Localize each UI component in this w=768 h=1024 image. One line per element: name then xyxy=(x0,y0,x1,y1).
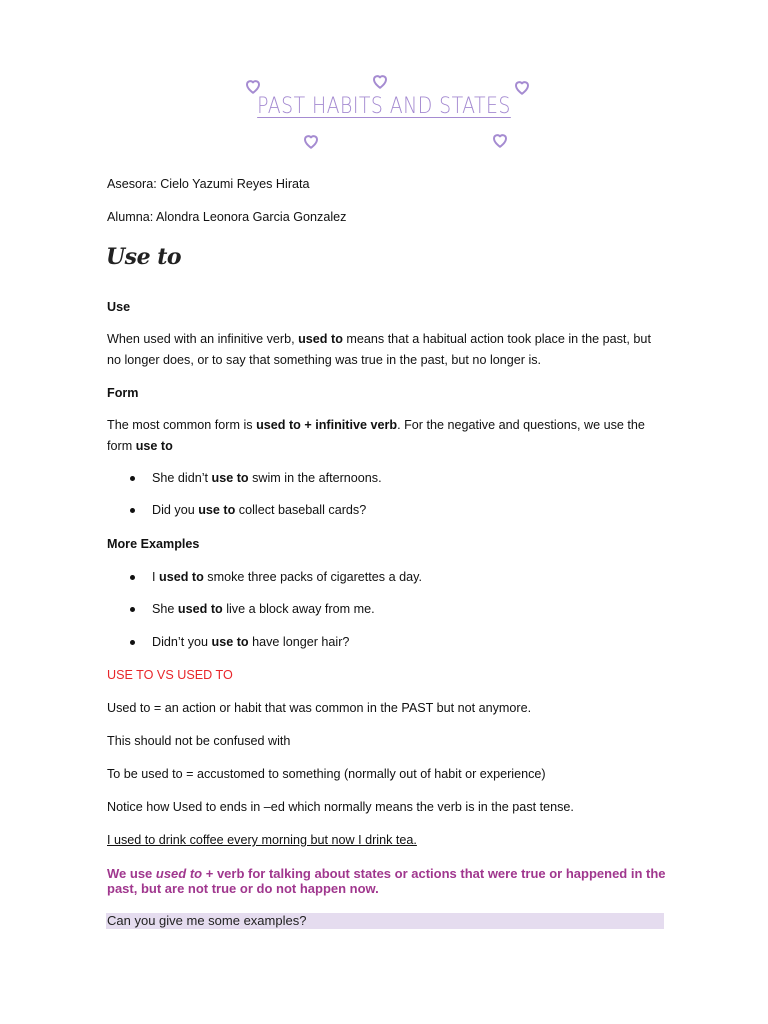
notice-line: Notice how Used to ends in –ed which normally means the verb is in the past tense. xyxy=(107,800,574,814)
used-to-line: Used to = an action or habit that was common in the PAST but not anymore. xyxy=(107,701,532,715)
use-label: Use xyxy=(107,300,131,314)
more-examples-label: More Examples xyxy=(107,537,200,551)
advisor-line: Asesora: Cielo Yazumi Reyes Hirata xyxy=(107,177,310,191)
bullet-icon xyxy=(130,640,135,645)
example-sentence: I used to drink coffee every morning but now I drink tea. xyxy=(107,833,417,847)
heart-icon xyxy=(371,72,389,90)
question-line: Can you give me some examples? xyxy=(106,913,664,929)
document-title: PAST HABITS AND STATES xyxy=(257,94,511,119)
purple-note: We use used to + verb for talking about states or actions that were true or happened in the past, but are not true or do not happen now. xyxy=(107,866,666,896)
student-line: Alumna: Alondra Leonora Garcia Gonzalez xyxy=(107,210,347,224)
document-page: PAST HABITS AND STATES Asesora: Cielo Yazumi Reyes Hirata Alumna: Alondra Leonora Garcia Gonzalez Use to Use When used with an infinitive verb, used to means that a habitual action took place in the past, but no longer does, or to say that something was true in the past, but no longer is. Form The most common form is used to + infinitive verb. For the negative and questions, we use the form use to She didn’t use to swim in the afternoons. Did you use to collect baseball cards? More Examples I used to smoke three packs of cigarettes a day. She used to live a block away from me. Didn’t you use to have longer hair? USE TO VS USED TO Used to = an action or habit that was common in the PAST but not anymore. This should not be confused with To be used to = accustomed to something (normally out of habit or experience) Notice how Used to ends in –ed which normally means the verb is in the past tense. I used to drink coffee every morning but now I drink tea. We use used to + verb for talking about states or actions that were true or happened in the past, but are not true or do not happen now. Can you give me some examples? xyxy=(0,0,768,1024)
section-heading: Use to xyxy=(106,244,182,270)
heart-icon xyxy=(513,78,531,96)
comparison-heading: USE TO VS USED TO xyxy=(107,668,233,682)
heart-icon xyxy=(244,77,262,95)
bullet-icon xyxy=(130,508,135,513)
heart-icon xyxy=(491,131,509,149)
bullet-icon xyxy=(130,575,135,580)
to-be-used-line: To be used to = accustomed to something (normally out of habit or experience) xyxy=(107,767,546,781)
confused-line: This should not be confused with xyxy=(107,734,291,748)
form-label: Form xyxy=(107,386,139,400)
form-paragraph: The most common form is used to + infinitive verb. For the negative and questions, we use the form use to xyxy=(107,418,645,453)
bullet-icon xyxy=(130,476,135,481)
use-paragraph: When used with an infinitive verb, used to means that a habitual action took place in the past, but no longer does, or to say that something was true in the past, but no longer is. xyxy=(107,332,651,367)
heart-icon xyxy=(302,132,320,150)
bullet-icon xyxy=(130,607,135,612)
